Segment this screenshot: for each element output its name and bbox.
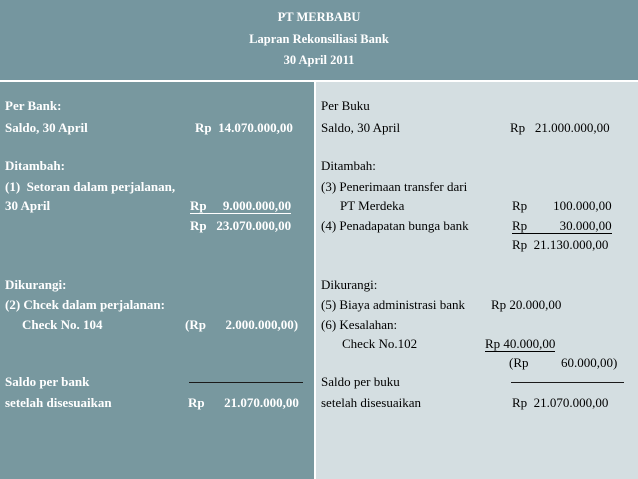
book-item4-label: (4) Penadapatan bunga bank [321, 218, 469, 233]
bank-subtotal: Rp 23.070.000,00 [190, 218, 292, 233]
bank-item2-check: Check No. 104 [22, 317, 103, 332]
book-final-value: Rp 21.070.000,00 [512, 395, 609, 410]
bank-ditambah: Ditambah: [5, 158, 65, 173]
bank-heading: Per Bank: [5, 98, 62, 113]
bank-total-rule [189, 382, 303, 383]
book-item5-value: Rp 20.000,00 [491, 297, 562, 312]
book-total-rule [511, 382, 624, 383]
bank-saldo-value: Rp 14.070.000,00 [195, 120, 293, 135]
bank-final-label1: Saldo per bank [5, 374, 90, 389]
report-date: 30 April 2011 [283, 53, 355, 67]
book-item6-value: Rp 40.000,00 [485, 336, 556, 351]
bank-item2-label: (2) Chcek dalam perjalanan: [5, 297, 165, 312]
report-header [0, 0, 638, 80]
bank-item2-value: (Rp 2.000.000,00) [185, 317, 299, 332]
book-dikurangi: Dikurangi: [321, 277, 378, 292]
bank-item1-value: Rp 9.000.000,00 [190, 198, 292, 213]
book-heading: Per Buku [321, 98, 370, 113]
per-buku-panel [316, 82, 638, 479]
bank-item1-label: (1) Setoran dalam perjalanan, [5, 179, 176, 194]
book-item6-check: Check No.102 [342, 336, 418, 351]
book-item4-value: Rp 30.000,00 [512, 218, 612, 233]
book-deduct-total: (Rp 60.000,00) [509, 355, 618, 370]
book-item5-label: (5) Biaya administrasi bank [321, 297, 466, 312]
book-subtotal: Rp 21.130.000,00 [512, 237, 609, 252]
book-saldo-value: Rp 21.000.000,00 [510, 120, 610, 135]
book-final-label2: setelah disesuaikan [321, 395, 421, 410]
bank-item1-date: 30 April [5, 198, 51, 213]
book-item3-sub: PT Merdeka [340, 198, 405, 213]
bank-saldo-label: Saldo, 30 April [5, 120, 88, 135]
book-item3-value: Rp 100.000,00 [512, 198, 612, 213]
book-final-label1: Saldo per buku [321, 374, 400, 389]
bank-final-value: Rp 21.070.000,00 [188, 395, 299, 410]
book-item6-label: (6) Kesalahan: [321, 317, 398, 332]
report-title: Lapran Rekonsiliasi Bank [249, 32, 389, 46]
per-bank-panel [0, 82, 314, 479]
book-saldo-label: Saldo, 30 April [321, 120, 401, 135]
book-item3-label: (3) Penerimaan transfer dari [321, 179, 468, 194]
bank-dikurangi: Dikurangi: [5, 277, 67, 292]
bank-final-label2: setelah disesuaikan [5, 395, 112, 410]
book-ditambah: Ditambah: [321, 158, 376, 173]
company-name: PT MERBABU [277, 10, 361, 24]
